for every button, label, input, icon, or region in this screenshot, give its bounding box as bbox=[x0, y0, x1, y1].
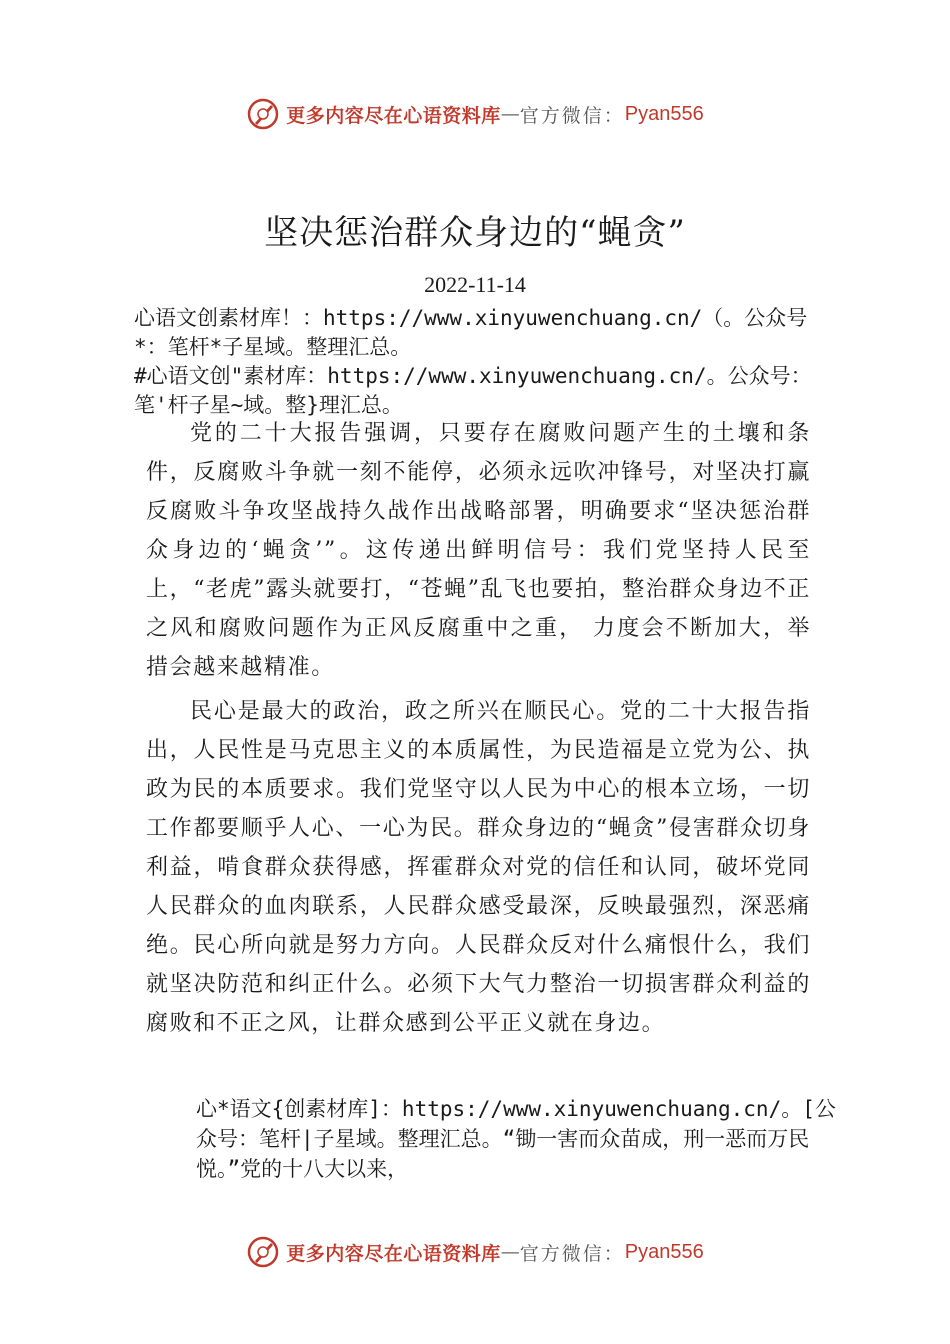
footer-banner bbox=[0, 1232, 950, 1272]
banner-label: 官方微信： bbox=[519, 1242, 625, 1265]
banner-handle: Pyan556 bbox=[624, 102, 704, 125]
article-date: 2022-11-14 bbox=[424, 272, 526, 297]
banner-label: 官方微信： bbox=[519, 104, 625, 127]
pen-logo-icon bbox=[246, 97, 280, 131]
article-title: 坚决惩治群众身边的“蝇贪” bbox=[264, 213, 686, 253]
banner-dash: — bbox=[500, 1241, 520, 1263]
meta-line-1: 心语文创素材库！：https://www.xinyuwenchuang.cn/（。公众号*：笔杆*子星域。整理汇总。 bbox=[134, 306, 808, 359]
banner-main-text: 更多内容尽在心语资料库 bbox=[286, 104, 501, 127]
header-banner bbox=[0, 94, 950, 134]
banner-handle: Pyan556 bbox=[624, 1240, 704, 1263]
banner-dash: — bbox=[500, 103, 520, 125]
banner-main-text: 更多内容尽在心语资料库 bbox=[286, 1242, 501, 1265]
meta-line-2: #心语文创"素材库：https://www.xinyuwenchuang.cn/。公众号：笔'杆子星~域。整}理汇总。 bbox=[134, 364, 812, 417]
pen-logo-icon bbox=[246, 1235, 280, 1269]
paragraph-1: 党的二十大报告强调，只要存在腐败问题产生的土壤和条件，反腐败斗争就一刻不能停，必须永远吹冲锋号，对坚决打赢反腐败斗争攻坚战持久战作出战略部署，明确要求“坚决惩治群众身边的‘蝇贪’”。这传递出鲜明信号：我们党坚持人民至上，“老虎”露头就要打，“苍蝇”乱飞也要拍，整治群众身边不正之风和腐败问题作为正风反腐重中之重， 力度会不断加大，举措会越来越精准。 bbox=[146, 421, 811, 680]
paragraph-2: 民心是最大的政治，政之所兴在顺民心。党的二十大报告指出，人民性是马克思主义的本质属性，为民造福是立党为公、执政为民的本质要求。我们党坚守以人民为中心的根本立场，一切工作都要顺乎人心、一心为民。群众身边的“蝇贪”侵害群众切身利益，啃食群众获得感，挥霍群众对党的信任和认同，破坏党同人民群众的血肉联系，人民群众感受最深，反映最强烈，深恶痛绝。民心所向就是努力方向。人民群众反对什么痛恨什么，我们就坚决防范和纠正什么。必须下大气力整治一切损害群众利益的腐败和不正之风，让群众感到公平正义就在身边。 bbox=[146, 699, 811, 1036]
paragraph-3: 心*语文{创素材库]：https://www.xinyuwenchuang.cn/。[公众号：笔杆|子星域。整理汇总。“锄一害而众苗成，刑一恶而万民悦。”党的十八大以来， bbox=[196, 1097, 836, 1181]
